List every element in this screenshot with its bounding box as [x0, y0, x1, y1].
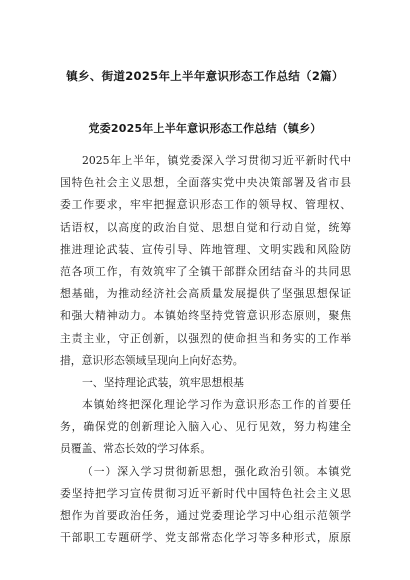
paragraph-line: 国特色社会主义思想，全面落实党中央决策部署及省市县	[60, 176, 351, 190]
paragraph-line: 措，意识形态领域呈现向上向好态势。	[60, 353, 244, 367]
document-title: 镇乡、街道2025年上半年意识形态工作总结（2篇）	[66, 69, 344, 83]
paragraph-line: 委工作要求，牢牢把握意识形态工作的领导权、管理权、	[60, 198, 351, 212]
paragraph-line: 主责主业，守正创新，以强烈的使命担当和务实的工作举	[60, 331, 351, 345]
paragraph-line: 话语权，以高度的政治自觉、思想自觉和行动自觉，统筹	[60, 220, 351, 234]
paragraph-line: 推进理论武装、宣传引导、阵地管理、文明实践和风险防	[60, 242, 351, 256]
paragraph-line: 一、坚持理论武装，筑牢思想根基	[82, 375, 244, 389]
paragraph-line: 干部职工专题研学、党支部常态化学习等多种形式，原原	[60, 531, 351, 545]
paragraph-line: 想基础，为推动经济社会高质量发展提供了坚强思想保证	[60, 287, 351, 301]
document-body	[60, 150, 351, 549]
paragraph-line: 想作为首要政治任务，通过党委理论学习中心组示范领学	[60, 509, 351, 522]
paragraph-line: 范各项工作，有效筑牢了全镇干部群众团结奋斗的共同思	[60, 264, 351, 278]
paragraph-line: 务，确保党的创新理论入脑入心、见行见效，努力构建全	[60, 420, 351, 434]
paragraph-line: 委坚持把学习宣传贯彻习近平新时代中国特色社会主义思	[60, 486, 351, 500]
paragraph-line: 和强大精神动力。本镇始终坚持党管意识形态原则，聚焦	[60, 309, 351, 323]
paragraph-line: 本镇始终把深化理论学习作为意识形态工作的首要任	[82, 398, 351, 412]
section-title: 党委2025年上半年意识形态工作总结（镇乡）	[88, 122, 322, 135]
paragraph-line: 2025年上半年，镇党委深入学习贯彻习近平新时代中	[82, 154, 351, 167]
paragraph-line: 员覆盖、常态长效的学习体系。	[60, 442, 212, 456]
paragraph-line: （一）深入学习贯彻新思想，强化政治引领。本镇党	[82, 464, 351, 478]
